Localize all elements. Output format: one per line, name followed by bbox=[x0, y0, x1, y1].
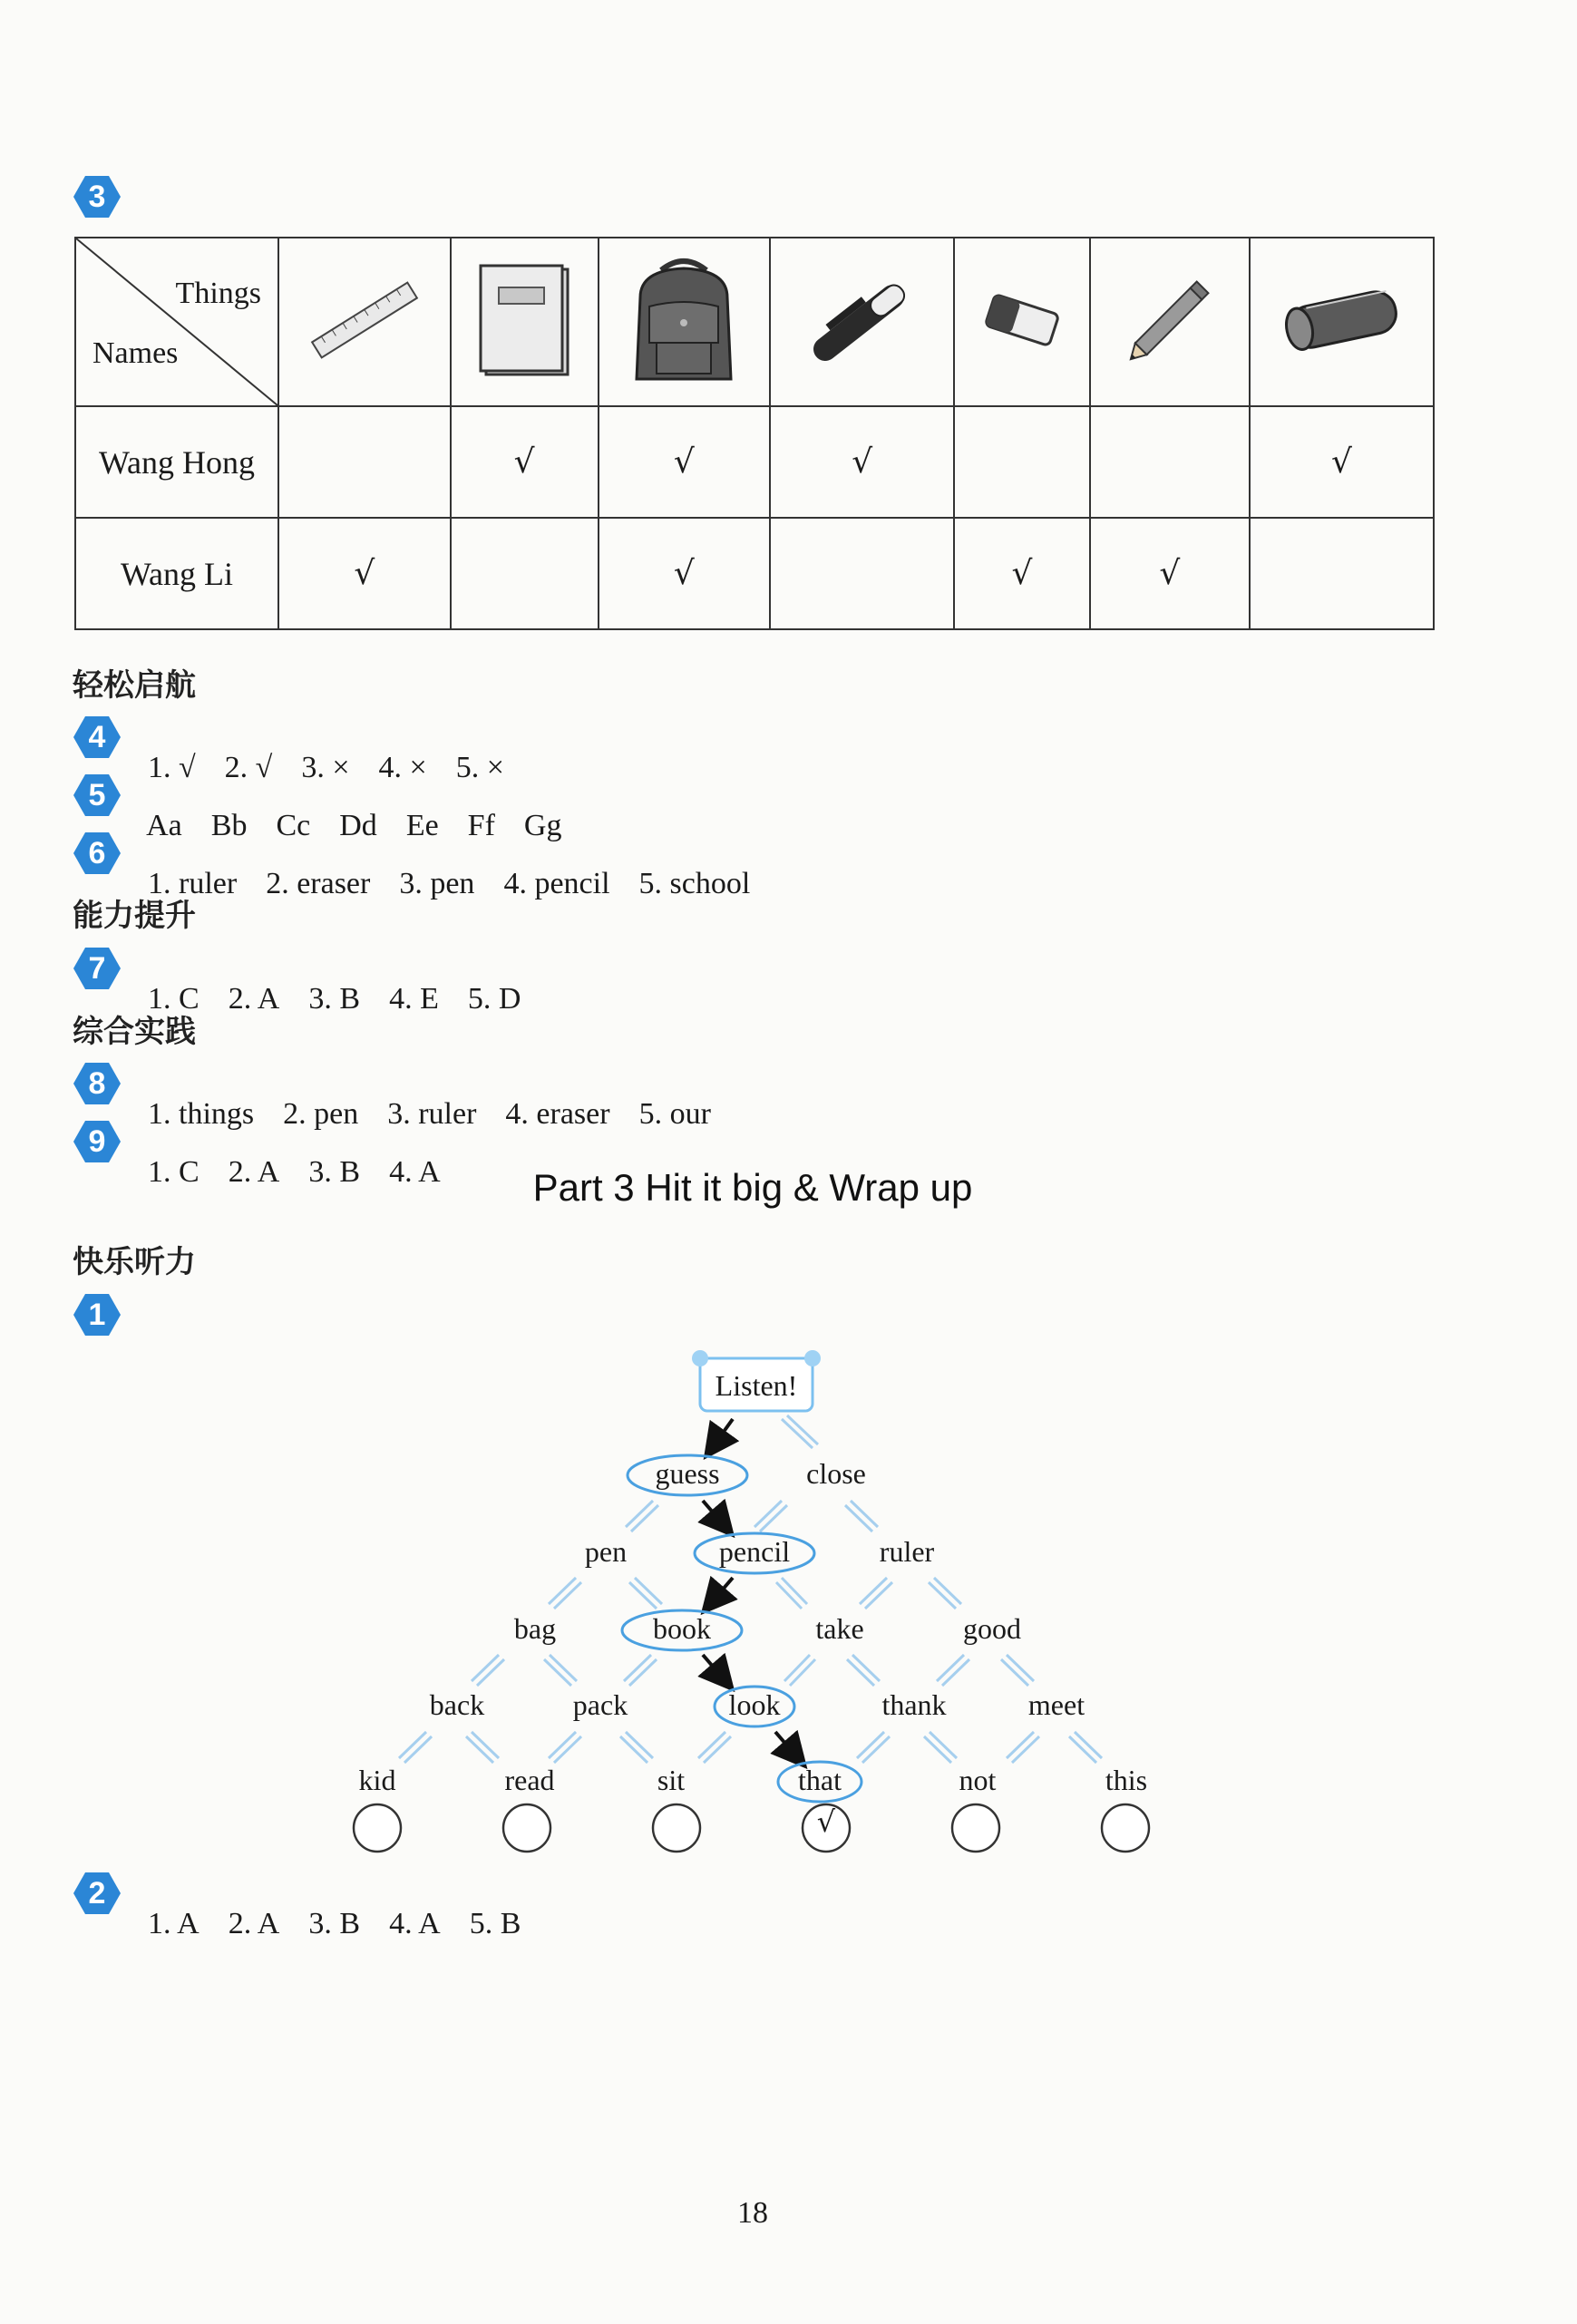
check-cell: √ bbox=[1250, 406, 1434, 518]
word: look bbox=[728, 1688, 781, 1721]
word: bag bbox=[513, 1612, 557, 1645]
check-cell: √ bbox=[451, 406, 599, 518]
page-number: 18 bbox=[737, 2196, 768, 2230]
answer-line: 1. √ 2. √ 3. × 4. × 5. × bbox=[148, 751, 504, 784]
word: close bbox=[806, 1457, 866, 1490]
section-heading: 轻松启航 bbox=[73, 667, 196, 704]
check-cell: √ bbox=[1090, 518, 1250, 629]
word: ruler bbox=[879, 1535, 935, 1568]
row-name: Wang Hong bbox=[75, 406, 278, 518]
word: not bbox=[959, 1764, 997, 1796]
word-listen: Listen! bbox=[715, 1369, 798, 1402]
check-cell: √ bbox=[954, 518, 1090, 629]
word: thank bbox=[881, 1688, 947, 1721]
exercise-badge: 8 bbox=[73, 1061, 122, 1106]
word: take bbox=[815, 1612, 864, 1645]
answer-line: Aa Bb Cc Dd Ee Ff Gg bbox=[146, 809, 562, 842]
word: sit bbox=[657, 1764, 686, 1796]
section-heading: 快乐听力 bbox=[73, 1244, 196, 1280]
exercise-badge: 6 bbox=[73, 831, 122, 876]
word: read bbox=[504, 1764, 555, 1796]
check-cell: √ bbox=[599, 406, 771, 518]
header-things: Things bbox=[175, 277, 261, 310]
word: meet bbox=[1027, 1688, 1085, 1721]
answer-line: 1. things 2. pen 3. ruler 4. eraser 5. our bbox=[148, 1097, 711, 1131]
exercise-badge: 5 bbox=[73, 773, 122, 818]
word: kid bbox=[358, 1764, 396, 1796]
word: pencil bbox=[718, 1535, 791, 1568]
answer-line: 1. C 2. A 3. B 4. A bbox=[148, 1155, 441, 1189]
section-heading: 能力提升 bbox=[73, 898, 196, 934]
header-names: Names bbox=[92, 336, 179, 370]
check-cell: √ bbox=[278, 518, 451, 629]
word: book bbox=[653, 1612, 711, 1645]
answer-line: 1. ruler 2. eraser 3. pen 4. pencil 5. school bbox=[148, 867, 751, 900]
exercise-badge: 9 bbox=[73, 1119, 122, 1164]
answer-line: 1. A 2. A 3. B 4. A 5. B bbox=[148, 1907, 521, 1940]
exercise-badge: 3 bbox=[73, 174, 122, 219]
section-heading: 综合实践 bbox=[73, 1014, 196, 1050]
exercise-badge: 7 bbox=[73, 946, 122, 991]
word: good bbox=[963, 1612, 1021, 1645]
word: guess bbox=[655, 1457, 720, 1490]
row-name: Wang Li bbox=[75, 518, 278, 629]
word: that bbox=[798, 1764, 842, 1796]
exercise-badge: 1 bbox=[73, 1292, 122, 1337]
circle-check: √ bbox=[816, 1804, 836, 1839]
part-title: Part 3 Hit it big & Wrap up bbox=[532, 1166, 973, 1209]
answer-line: 1. C 2. A 3. B 4. E 5. D bbox=[148, 982, 521, 1016]
check-cell: √ bbox=[599, 518, 771, 629]
word: pen bbox=[584, 1535, 628, 1568]
exercise-badge: 2 bbox=[73, 1871, 122, 1916]
check-cell: √ bbox=[770, 406, 954, 518]
word: back bbox=[429, 1688, 485, 1721]
word: this bbox=[1105, 1764, 1148, 1796]
exercise-badge: 4 bbox=[73, 715, 122, 760]
word: pack bbox=[572, 1688, 628, 1721]
